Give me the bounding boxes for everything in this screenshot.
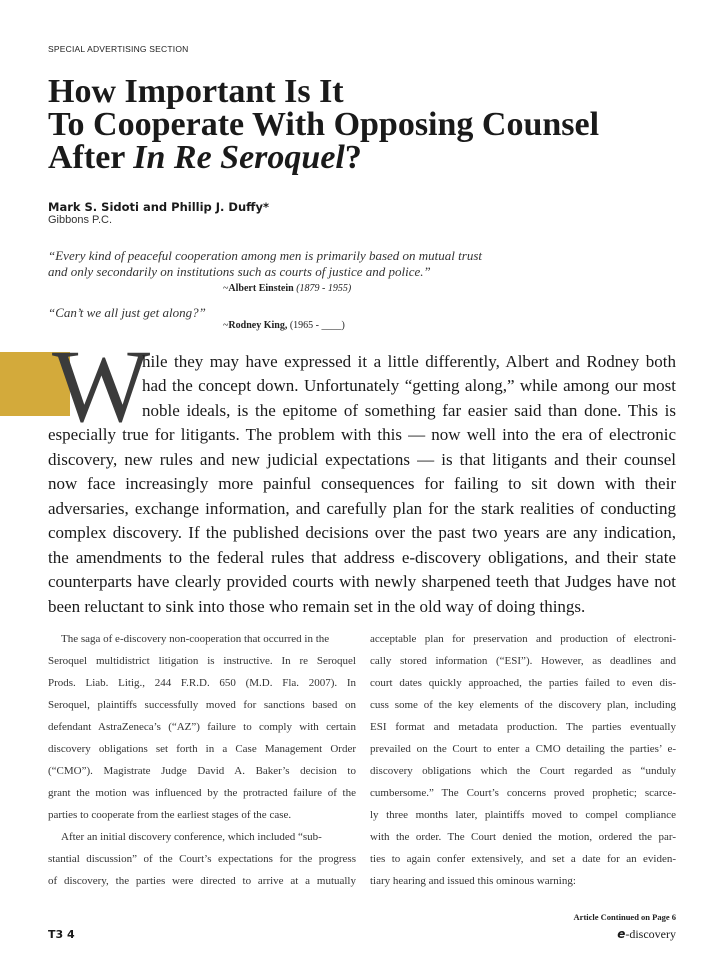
intro-line: complex discovery. If the published decisions over the past two years are any indication, xyxy=(48,523,676,542)
title-line-1: How Important Is It xyxy=(48,73,344,110)
column-line: After an initial discovery conference, which included “sub- xyxy=(61,831,322,843)
quote-line: “Every kind of peaceful cooperation among men is primarily based on mutual trust xyxy=(48,248,483,263)
section-label: SPECIAL ADVERTISING SECTION xyxy=(48,44,189,54)
epigraph-quote-king: “Can’t we all just get along?” xyxy=(48,305,206,320)
column-line: ESI format and metadata production. The parties eventually xyxy=(370,721,676,733)
intro-line: adversaries, exchange information, and carefully plan for the stark realities of conducting xyxy=(48,499,676,518)
column-line: Seroquel, plaintiffs successfully moved for sanctions based on xyxy=(48,699,356,711)
column-line: parties to cooperate from the earliest stages of the case. xyxy=(48,809,292,821)
page-number: T3 4 xyxy=(48,928,75,941)
column-line: ly three months later, plaintiffs moved to compel compliance xyxy=(370,809,676,821)
publication-brand: e-discovery xyxy=(617,927,676,941)
column-line: ties to again confer extensively, and set a date for an eviden- xyxy=(370,853,676,865)
column-line: court dates quickly approached, the parties failed to even dis- xyxy=(370,677,676,689)
intro-line: now face increasingly more painful consequences for failing to sit down with their xyxy=(48,474,676,493)
intro-line: had the concept down. Unfortunately “getting along,” while among our most xyxy=(142,376,676,395)
column-line: cumbersome.” The Court’s concerns proved prophetic; scarce- xyxy=(370,787,676,799)
continuation-note: Article Continued on Page 6 xyxy=(573,912,676,922)
title-line-3: After In Re Seroquel? xyxy=(48,139,362,176)
article-title xyxy=(48,75,688,174)
intro-line: counterparts have clearly provided courts with newly sharpened teeth that Judges have not xyxy=(48,572,676,591)
column-line: defendant AstraZeneca’s (“AZ”) failure to comply with certain xyxy=(48,721,356,733)
column-line: of discovery, the parties were directed to arrive at a mutually xyxy=(48,875,356,887)
column-line: discovery obligations set forth in a Case Management Order xyxy=(48,743,356,755)
intro-line: hile they may have expressed it a little differently, Albert and Rodney both xyxy=(142,352,676,371)
column-line: Seroquel multidistrict litigation is instructive. In re Seroquel xyxy=(48,655,356,667)
column-line: grant the motion was influenced by the protracted failure of the xyxy=(48,787,356,799)
column-line: The saga of e-discovery non-cooperation that occurred in the xyxy=(61,633,330,645)
title-line-2: To Cooperate With Opposing Counsel xyxy=(48,106,600,143)
intro-line: discovery, new rules and new judicial expectations — is that litigants and their counsel xyxy=(48,450,676,469)
quote-attribution-einstein: ~Albert Einstein (1879 - 1955) xyxy=(223,283,352,294)
column-line: stantial discussion” of the Court’s expectations for the progress xyxy=(48,853,356,865)
column-line: cuss some of the key elements of the discovery plan, including xyxy=(370,699,676,711)
quote-attribution-king: ~Rodney King, (1965 - ____) xyxy=(223,320,345,331)
column-line: Prods. Liab. Litig., 244 F.R.D. 650 (M.D. Fla. 2007). In xyxy=(48,677,356,689)
quote-line: and only secondarily on institutions such as courts of justice and police.” xyxy=(48,264,431,279)
intro-line: especially true for litigants. The problem with this — now well into the era of electronic xyxy=(48,425,676,444)
column-line: prevailed on the Court to enter a CMO detailing the parties’ e- xyxy=(370,743,676,755)
epigraph-quote-einstein xyxy=(48,248,608,280)
case-name: In Re Seroquel xyxy=(133,139,345,176)
intro-line: noble ideals, is the epitome of something far easier said than done. This is xyxy=(142,401,676,420)
column-line: discovery obligations which the Court regarded as “unduly xyxy=(370,765,676,777)
drop-cap: W xyxy=(52,329,151,444)
intro-line: the amendments to the federal rules that address e-discovery obligations, and their state xyxy=(48,548,676,567)
column-line: (“CMO”). Magistrate Judge David A. Baker’s decision to xyxy=(48,765,356,777)
column-line: tiary hearing and issued this ominous warning: xyxy=(370,875,576,887)
column-line: with the order. The Court denied the motion, ordered the par- xyxy=(370,831,676,843)
intro-line: been reluctant to sink into those who remain set in the old way of doing things. xyxy=(48,597,586,616)
authors: Mark S. Sidoti and Phillip J. Duffy* xyxy=(48,200,269,214)
firm-name: Gibbons P.C. xyxy=(48,214,113,226)
column-line: cally stored information (“ESI”). However, as deadlines and xyxy=(370,655,676,667)
column-line: acceptable plan for preservation and production of electroni- xyxy=(370,633,676,645)
